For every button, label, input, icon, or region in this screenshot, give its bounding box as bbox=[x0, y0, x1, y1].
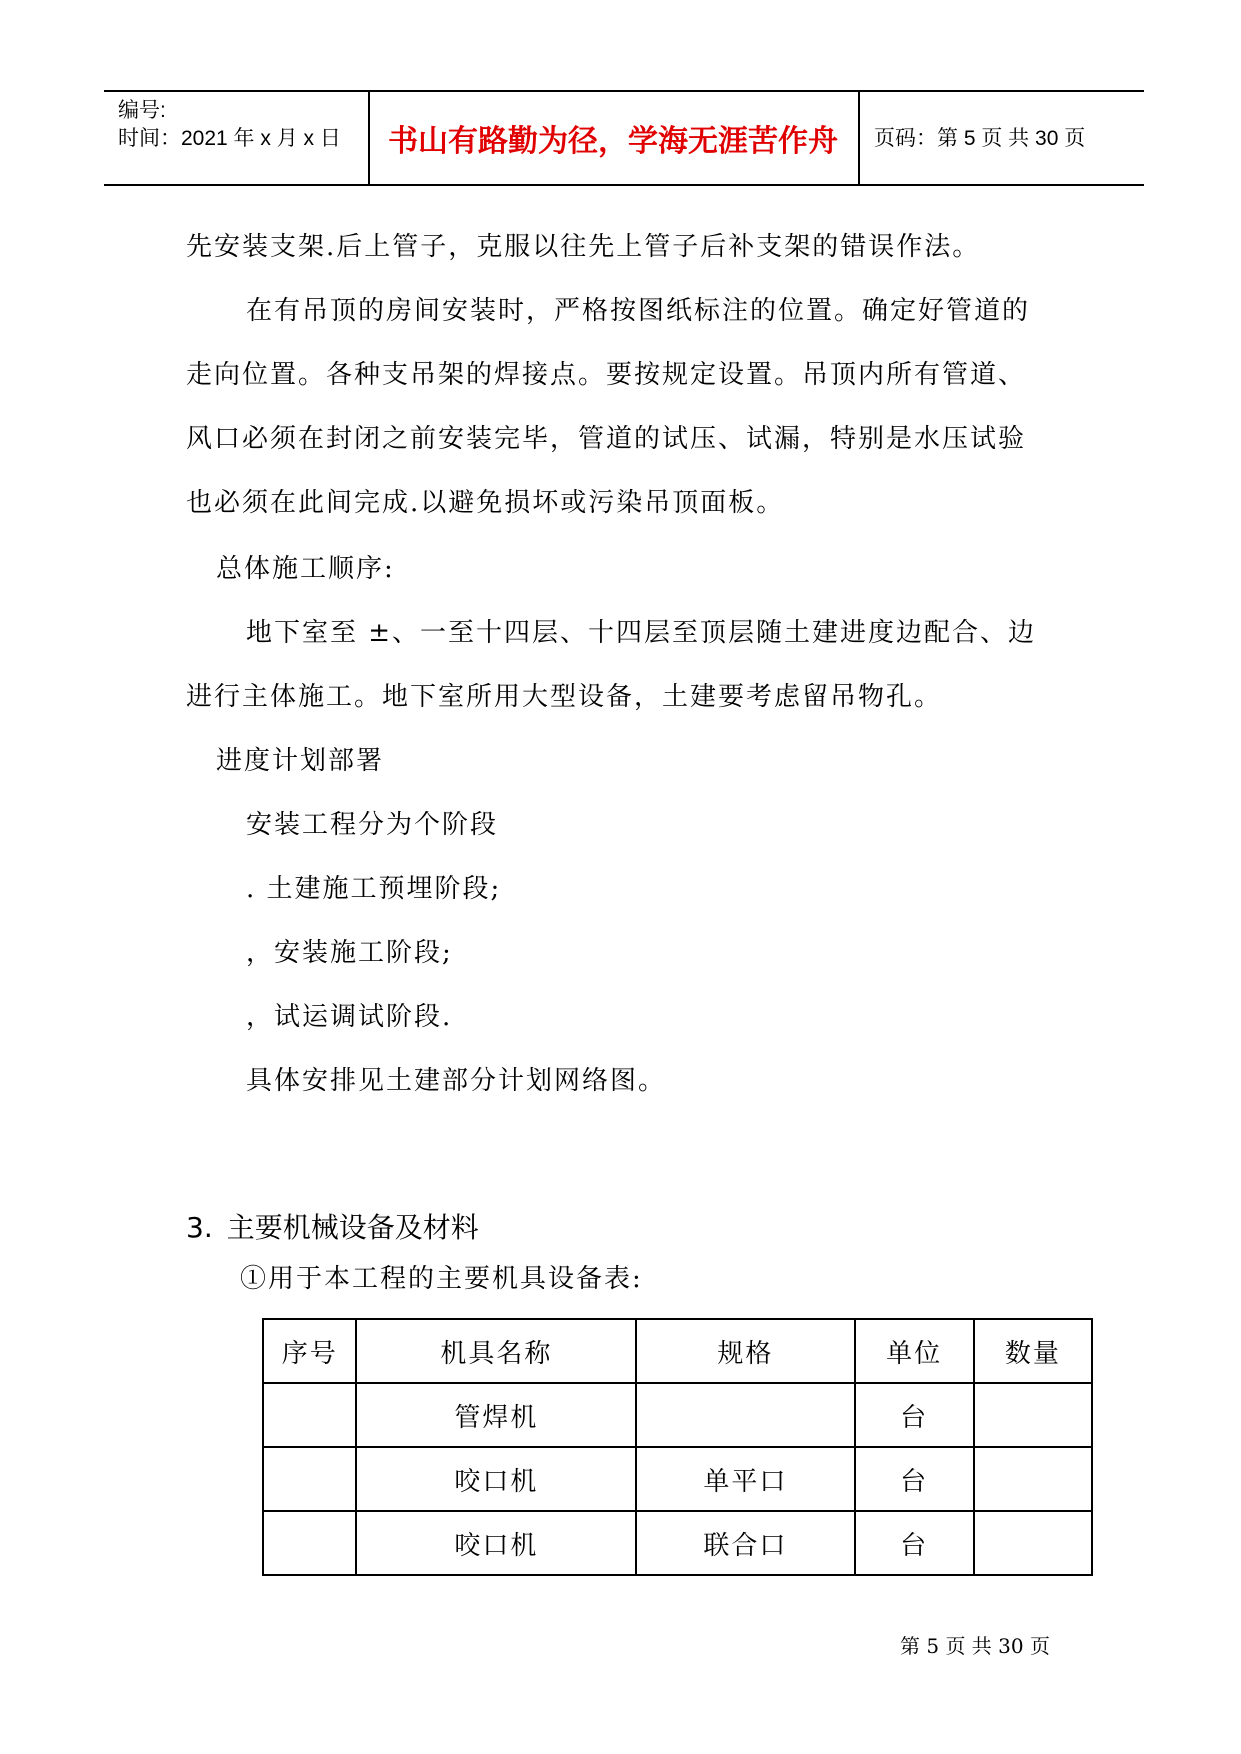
table-cell: 台 bbox=[855, 1447, 974, 1511]
body-paragraph: 走向位置。各种支吊架的焊接点。要按规定设置。吊顶内所有管道、 bbox=[186, 360, 1027, 390]
table-cell: 台 bbox=[855, 1511, 974, 1575]
table-header-row bbox=[263, 1319, 1092, 1383]
section-title: 主要机械设备及材料 bbox=[226, 1211, 479, 1244]
subheading-construction-order: 总体施工顺序: bbox=[216, 554, 395, 584]
table-row bbox=[263, 1511, 1092, 1575]
table-header-cell: 单位 bbox=[855, 1319, 974, 1383]
table-cell bbox=[263, 1383, 356, 1447]
table-cell bbox=[263, 1511, 356, 1575]
table-header-cell: 规格 bbox=[636, 1319, 854, 1383]
header-motto: 书山有路勤为径，学海无涯苦作舟 bbox=[388, 124, 838, 159]
subheading-schedule-plan: 进度计划部署 bbox=[216, 746, 385, 776]
list-item: ，安装施工阶段; bbox=[246, 938, 453, 968]
table-cell bbox=[974, 1447, 1092, 1511]
table-cell bbox=[263, 1447, 356, 1511]
table-cell: 联合口 bbox=[636, 1511, 854, 1575]
document-number-label: 编号: bbox=[118, 99, 166, 122]
header-right-cell bbox=[860, 92, 1144, 184]
table-cell bbox=[636, 1383, 854, 1447]
list-item: . 土建施工预埋阶段; bbox=[246, 874, 502, 904]
header-middle-cell bbox=[368, 92, 860, 184]
list-item: ，试运调试阶段. bbox=[246, 1002, 453, 1032]
table-header-cell: 机具名称 bbox=[356, 1319, 636, 1383]
table-cell: 咬口机 bbox=[356, 1511, 636, 1575]
body-paragraph: 也必须在此间完成.以避免损坏或污染吊顶面板。 bbox=[186, 488, 785, 518]
table-row bbox=[263, 1447, 1092, 1511]
table-row bbox=[263, 1383, 1092, 1447]
table-cell: 管焊机 bbox=[356, 1383, 636, 1447]
page-footer: 第 5 页 共 30 页 bbox=[900, 1634, 1050, 1658]
table-cell bbox=[974, 1383, 1092, 1447]
page-header bbox=[104, 90, 1144, 186]
table-cell: 台 bbox=[855, 1383, 974, 1447]
table-header-cell: 序号 bbox=[263, 1319, 356, 1383]
body-paragraph: 在有吊顶的房间安装时，严格按图纸标注的位置。确定好管道的 bbox=[246, 296, 1031, 326]
header-page-info: 页码：第 5 页 共 30 页 bbox=[874, 127, 1086, 150]
section-number: 3. bbox=[186, 1211, 213, 1244]
table-cell bbox=[974, 1511, 1092, 1575]
table-cell: 咬口机 bbox=[356, 1447, 636, 1511]
body-paragraph: 地下室至 ±、一至十四层、十四层至顶层随土建进度边配合、边 bbox=[246, 618, 1037, 648]
equipment-table bbox=[262, 1318, 1093, 1576]
header-left-cell bbox=[104, 92, 370, 184]
table-header-cell: 数量 bbox=[974, 1319, 1092, 1383]
table-intro: ①用于本工程的主要机具设备表: bbox=[240, 1264, 643, 1294]
body-paragraph: 具体安排见土建部分计划网络图。 bbox=[246, 1066, 667, 1096]
body-paragraph: 先安装支架.后上管子，克服以往先上管子后补支架的错误作法。 bbox=[186, 232, 981, 262]
body-paragraph: 进行主体施工。地下室所用大型设备，土建要考虑留吊物孔。 bbox=[186, 682, 943, 712]
body-paragraph: 安装工程分为个阶段 bbox=[246, 810, 499, 840]
table-cell: 单平口 bbox=[636, 1447, 854, 1511]
section-heading bbox=[186, 1206, 479, 1246]
body-paragraph: 风口必须在封闭之前安装完毕，管道的试压、试漏，特别是水压试验 bbox=[186, 424, 1027, 454]
document-time-label: 时间：2021 年 x 月 x 日 bbox=[118, 127, 341, 150]
